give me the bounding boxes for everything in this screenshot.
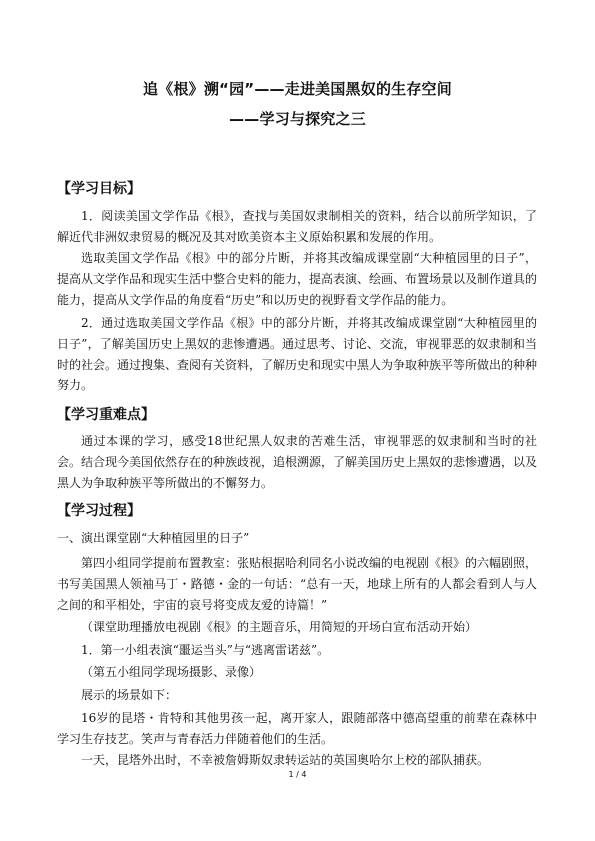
process-paragraph-3: 一天，昆塔外出时，不幸被詹姆斯奴隶转运站的英国奥哈尔上校的部队捕获。 xyxy=(81,753,490,767)
process-scene-label: 展示的场景如下： xyxy=(81,688,178,702)
document-title: 追《根》溯“园”——走进美国黑奴的生存空间 xyxy=(143,80,452,98)
goals-paragraph-3: 2．通过选取美国文学作品《根》中的部分片断，并将其改编成课堂剧“大种植园里的日子”，了解美国历史上黑奴的悲惨遭遇。通过思考、讨论、交流，审视罪恶的奴隶制和当时的社会。通过搜集、查阅有关资料，了解历史和现实中黑人为争取种族平等所做出的种种努力。 xyxy=(57,316,538,393)
page-number: 1 / 4 xyxy=(288,770,307,779)
goals-paragraph-1: 1．阅读美国文学作品《根》，查找与美国奴隶制相关的资料，结合以前所学知识，了解近代非洲奴隶贸易的概况及其对欧美资本主义原始积累和发展的作用。 xyxy=(57,209,537,244)
section-heading-goals: 【学习目标】 xyxy=(57,181,141,197)
process-heading-1: 一、演出课堂剧“大种植园里的日子” xyxy=(57,531,250,545)
process-paragraph-1: 第四小组同学提前布置教室：张贴根据哈利同名小说改编的电视剧《根》的六幅剧照，书写美国黑人领袖马丁・路德・金的一句话：“总有一天，地球上所有的人都会看到人与人之间的和平相处，宇宙的哀号将变成友爱的诗篇！” xyxy=(57,556,538,612)
process-paragraph-2: 16岁的昆塔・肯特和其他男孩一起，离开家人，跟随部落中德高望重的前辈在森林中学习生存技艺。笑声与青春活力伴随着他们的生活。 xyxy=(57,711,537,746)
process-note-2: （第五小组同学现场摄影、录像） xyxy=(81,665,262,679)
process-item-1: 1．第一小组表演“噩运当头”与“逃离雷诺兹”。 xyxy=(81,643,330,657)
section-heading-process: 【学习过程】 xyxy=(57,503,141,519)
key-points-paragraph: 通过本课的学习，感受18世纪黑人奴隶的苦难生活，审视罪恶的奴隶制和当时的社会。结合现今美国依然存在的种族歧视，追根溯源，了解美国历史上黑奴的悲惨遭遇，以及黑人为争取种族平等所做出的不懈努力。 xyxy=(57,434,538,490)
process-note-1: （课堂助理播放电视剧《根》的主题音乐，用简短的开场白宣布活动开始） xyxy=(81,620,478,634)
goals-paragraph-2: 选取美国文学作品《根》中的部分片断，并将其改编成课堂剧“大种植园里的日子”，提高从文学作品和现实生活中整合史料的能力，提高表演、绘画、布置场景以及制作道具的能力，提高从文学作品的角度看“历史”和以历史的视野看文学作品的能力。 xyxy=(57,251,538,307)
section-heading-key-points: 【学习重难点】 xyxy=(57,407,155,423)
document-subtitle: ——学习与探究之三 xyxy=(229,110,366,128)
